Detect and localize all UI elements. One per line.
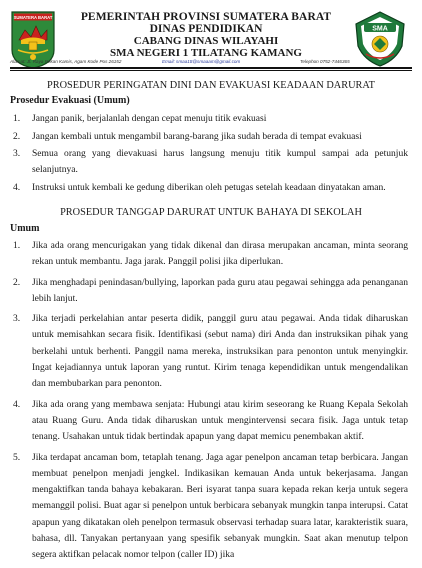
list-item	[10, 238, 408, 271]
list-item-number: 1.	[13, 113, 21, 124]
list-item-text: Jika ada orang yang membawa senjata: Hubungi atau kirim seseorang ke Ruang Kepala Sekolah atau Ruang Guru. Anda tidak diharuskan untuk mengintervensi secara fisik. Jaga untuk tetap tenang. Usahakan untuk tidak bertindak apapun yang dapat memicu penembakan aktif.	[32, 398, 408, 443]
phone-text: Telephon 0752-7446365	[300, 59, 350, 64]
list-item-text: Jangan kembali untuk mengambil barang-barang jika sudah berada di tempat evakuasi	[32, 130, 362, 142]
evacuation-procedure-list	[10, 111, 408, 197]
list-item	[10, 129, 408, 145]
list-item-number: 3.	[13, 313, 21, 325]
list-item-text: Jika terjadi perkelahian antar peserta didik, panggil guru atau pegawai. Anda tidak diharuskan untuk memisahkan secara fisik. Identifikasi (sebut nama) diri Anda dan instruksikan pihak yang berkelahi untuk berhenti. Panggil nama mereka, instruksikan para penonton untuk menyingkir. Ingat kejadiannya untuk laporan yang runtut. Kirim tenaga kependidikan untuk mengendalikan dan membubarkan para penonton.	[32, 313, 408, 390]
branch-title: CABANG DINAS WILAYAHI	[133, 35, 279, 47]
section1-subtitle: Prosedur Evakuasi (Umum)	[10, 95, 130, 106]
list-item-text: Jangan panik, berjalanlah dengan cepat menuju titik evakuasi	[32, 113, 267, 124]
section2-subtitle: Umum	[10, 223, 40, 234]
list-item-text: Semua orang yang dievakuasi harus langsung menuju titik kumpul sampai ada petunjuk selanjutnya.	[32, 148, 408, 175]
contact-info-row	[10, 59, 412, 67]
list-item-number: 4.	[13, 181, 21, 193]
section2-title: PROSEDUR TANGGAP DARURAT UNTUK BAHAYA DI SEKOLAH	[60, 207, 362, 218]
list-item-number: 4.	[13, 398, 21, 410]
emergency-response-list	[10, 238, 408, 568]
list-item	[10, 146, 408, 177]
list-item	[10, 275, 408, 308]
section1-title: PROSEDUR PERINGATAN DINI DAN EVAKUASI KEADAAN DARURAT	[47, 80, 375, 91]
list-item-number: 3.	[13, 148, 21, 160]
list-item	[10, 450, 408, 564]
list-item-number: 5.	[13, 451, 21, 463]
header-divider-thin	[10, 70, 412, 71]
school-title: SMA NEGERI 1 TILATANG KAMANG	[110, 47, 302, 59]
list-item-text: Jika terdapat ancaman bom, tetaplah tenang. Jaga agar penelpon ancaman tetap berbicara. Jangan membuat penelpon menjadi jengkel. Indikasikan kemauan Anda untuk bekerjasama. Jangan mengaktifkan tanda bahaya kebakaran. Beri isyarat tanpa suara kepada rekan kerja untuk segera memanggil polisi. Buat agar si penelpon untuk berbicara sebanyak mungkin tanpa interupsi. Catat apapun yang dikatakan oleh penelpon termasuk observasi terhadap suara latar, karakteristik suara, bahasa, dll. Tanyakan pertanyaan yang spesifik sebanyak mungkin. Saat akan menutup telpon segera aktifkan pelacak nomor telpon (caller ID) jika	[32, 451, 408, 561]
email-link[interactable]: Email: smaa1tt@smaaam@gmail.com	[162, 59, 241, 64]
department-title: DINAS PENDIDIKAN	[149, 23, 263, 35]
list-item-text: Instruksi untuk kembali ke gedung diberikan oleh petugas setelah keadaan dinyatakan aman.	[32, 181, 386, 193]
school-emblem-text: SMA	[372, 25, 388, 33]
list-item-number: 1.	[13, 240, 21, 251]
header-divider-thick	[10, 67, 412, 69]
list-item-text: Jika menghadapi penindasan/bullying, laporkan pada guru atau pegawai sehingga ada penanganan lebih lanjut.	[32, 276, 408, 304]
list-item-text: Jika ada orang mencurigakan yang tidak dikenal dan dirasa merupakan ancaman, minta seorang rekan untuk membantu. Jaga jarak. Panggil polisi jika diperlukan.	[32, 240, 408, 268]
list-item	[10, 180, 408, 196]
list-item	[10, 311, 408, 392]
list-item-number: 2.	[13, 130, 21, 142]
letterhead-titles	[60, 11, 352, 59]
emblem-banner-text: SUMATERA BARAT	[13, 14, 53, 20]
address-text: Alamat: Jl. Raya Pekan Kamis, Agam Kode Pos 26152	[10, 59, 122, 64]
list-item	[10, 397, 408, 446]
list-item	[10, 111, 408, 127]
government-title: PEMERINTAH PROVINSI SUMATERA BARAT	[80, 11, 332, 23]
list-item-number: 2.	[13, 276, 21, 288]
